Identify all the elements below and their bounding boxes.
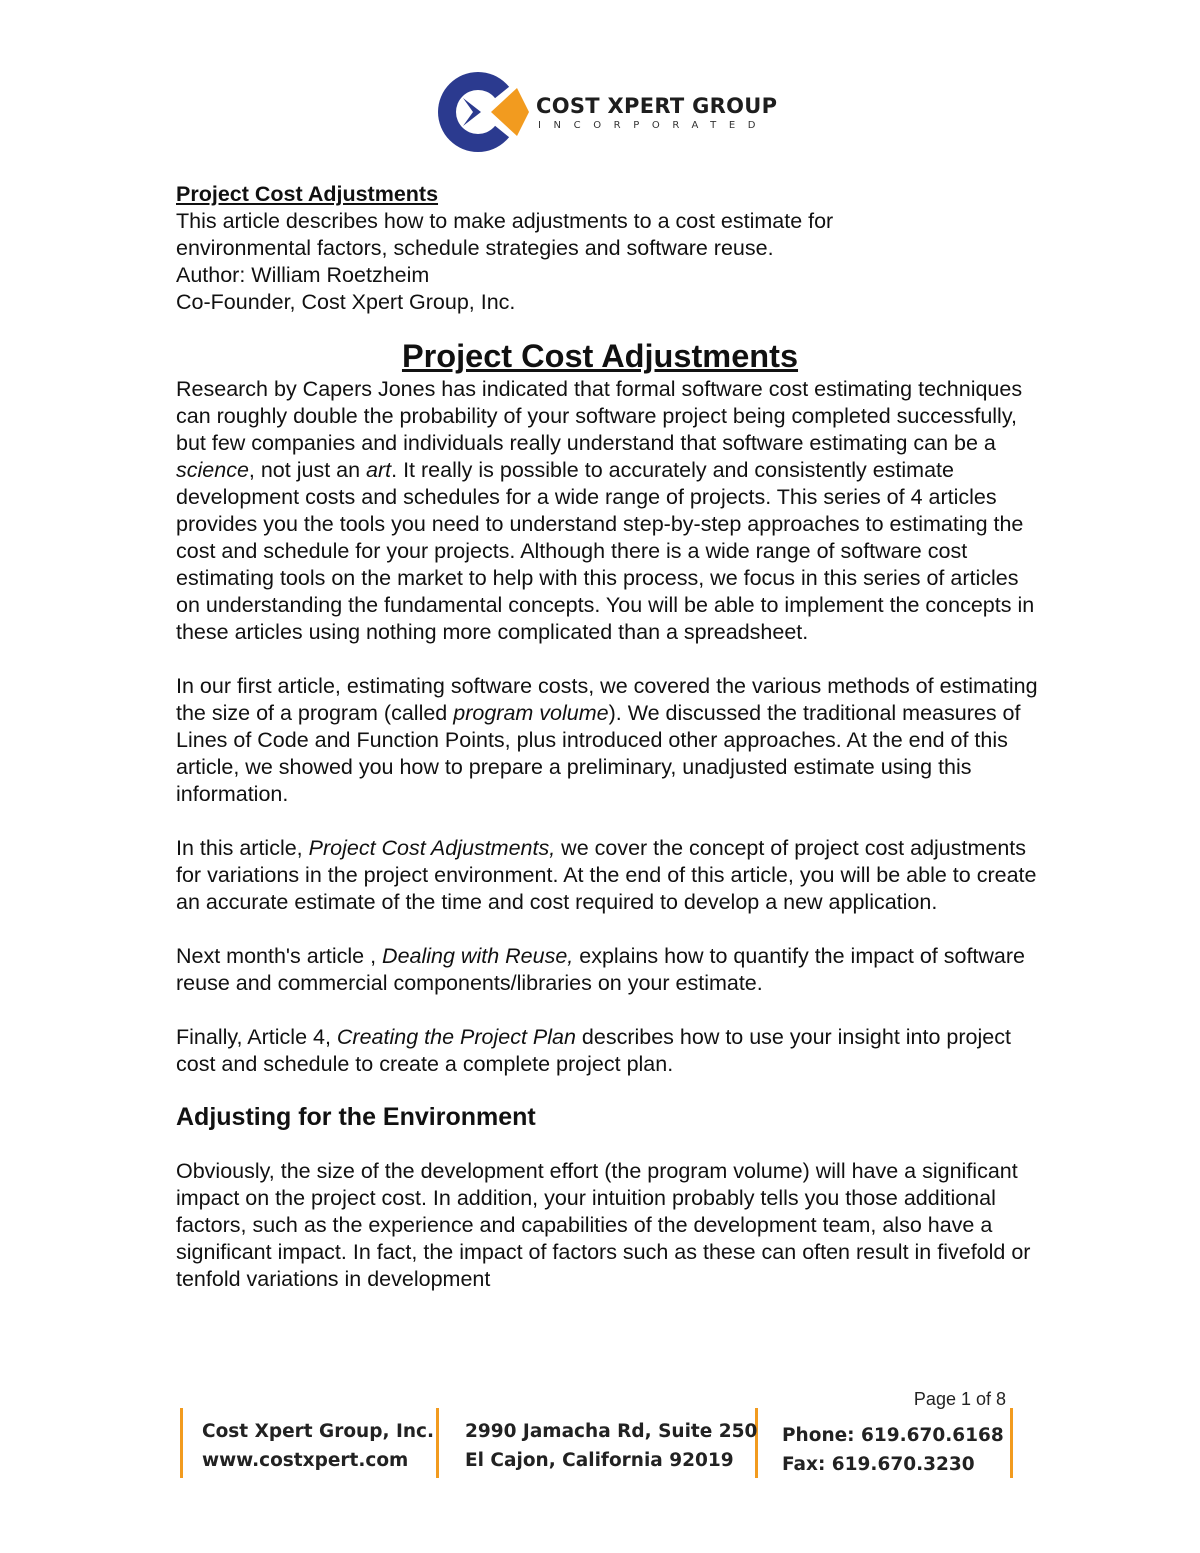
page-title: Project Cost Adjustments [401, 338, 799, 374]
first-article-paragraph: In our first article, estimating software costs, we covered the various methods of estimating the size of a program (called program volume). We discussed the traditional measures of Lines of Code and Function Points, plus introduced other approaches. At the end of this article, we showed you how to prepare a preliminary, unadjusted estimate using this information. [176, 674, 1038, 806]
footer-address-line-1: 2990 Jamacha Rd, Suite 250 [465, 1421, 758, 1442]
program-volume-emphasis: program volume [453, 701, 609, 725]
footer-contact-block [782, 1421, 1004, 1479]
science-emphasis: science [176, 458, 249, 482]
document-body [176, 181, 1046, 1293]
logo-mark-icon [433, 68, 533, 158]
header-description-line-2: environmental factors, schedule strategies and software reuse. [176, 236, 774, 260]
footer-company: Cost Xpert Group, Inc. [202, 1421, 434, 1442]
logo-subtitle: INCORPORATED [538, 120, 769, 131]
footer-company-block [202, 1417, 434, 1475]
footer-website[interactable]: www.costxpert.com [202, 1450, 409, 1471]
footer-address-block [465, 1417, 757, 1475]
environment-paragraph: Obviously, the size of the development effort (the program volume) will have a significant impact on the project cost. In addition, your intuition probably tells you those additional factors, such as the experience and capabilities of the development team, also have a significant impact. In fact, the impact of factors such as these can often result in fivefold or tenfold variations in development [176, 1159, 1031, 1291]
project-plan-emphasis: Creating the Project Plan [336, 1025, 576, 1049]
section-heading: Adjusting for the Environment [176, 1103, 536, 1131]
affiliation-line: Co-Founder, Cost Xpert Group, Inc. [176, 290, 516, 314]
footer-fax: Fax: 619.670.3230 [782, 1454, 975, 1475]
final-article-paragraph: Finally, Article 4, Creating the Project Plan describes how to use your insight into project cost and schedule to create a complete project plan. [176, 1025, 1011, 1076]
reuse-article-emphasis: Dealing with Reuse, [382, 944, 574, 968]
next-article-paragraph: Next month's article , Dealing with Reuse, explains how to quantify the impact of software reuse and commercial components/libraries on your estimate. [176, 944, 1026, 995]
intro-paragraph: Research by Capers Jones has indicated that formal software cost estimating techniques can roughly double the probability of your software project being completed successfully, but few companies and individuals really understand that software estimating can be a science, not just an art. It really is possible to accurately and consistently estimate development costs and schedules for a wide range of projects. This series of 4 articles provides you the tools you need to understand step-by-step approaches to estimating the cost and schedule for your projects. Although there is a wide range of software cost estimating tools on the market to help with this process, we focus in this series of articles on understanding the fundamental concepts. You will be able to implement the concepts in these articles using nothing more complicated than a spreadsheet. [176, 377, 1035, 644]
footer-divider [180, 1408, 183, 1478]
this-article-paragraph: In this article, Project Cost Adjustments, we cover the concept of project cost adjustments for variations in the project environment. At the end of this article, you will be able to create an accurate estimate of the time and cost required to develop a new application. [176, 836, 1037, 914]
footer-divider [1010, 1408, 1013, 1478]
logo-name: COST XPERT GROUP [536, 94, 778, 118]
footer-address-line-2: El Cajon, California 92019 [465, 1450, 734, 1471]
header-description-line-1: This article describes how to make adjustments to a cost estimate for [176, 209, 834, 233]
header-title: Project Cost Adjustments [176, 182, 439, 206]
company-logo [433, 68, 778, 158]
author-line: Author: William Roetzheim [176, 263, 430, 287]
article-title-emphasis: Project Cost Adjustments, [308, 836, 556, 860]
page-number: Page 1 of 8 [913, 1389, 1006, 1409]
art-emphasis: art [366, 458, 392, 482]
footer-phone: Phone: 619.670.6168 [782, 1425, 1004, 1446]
footer-divider [436, 1408, 439, 1478]
